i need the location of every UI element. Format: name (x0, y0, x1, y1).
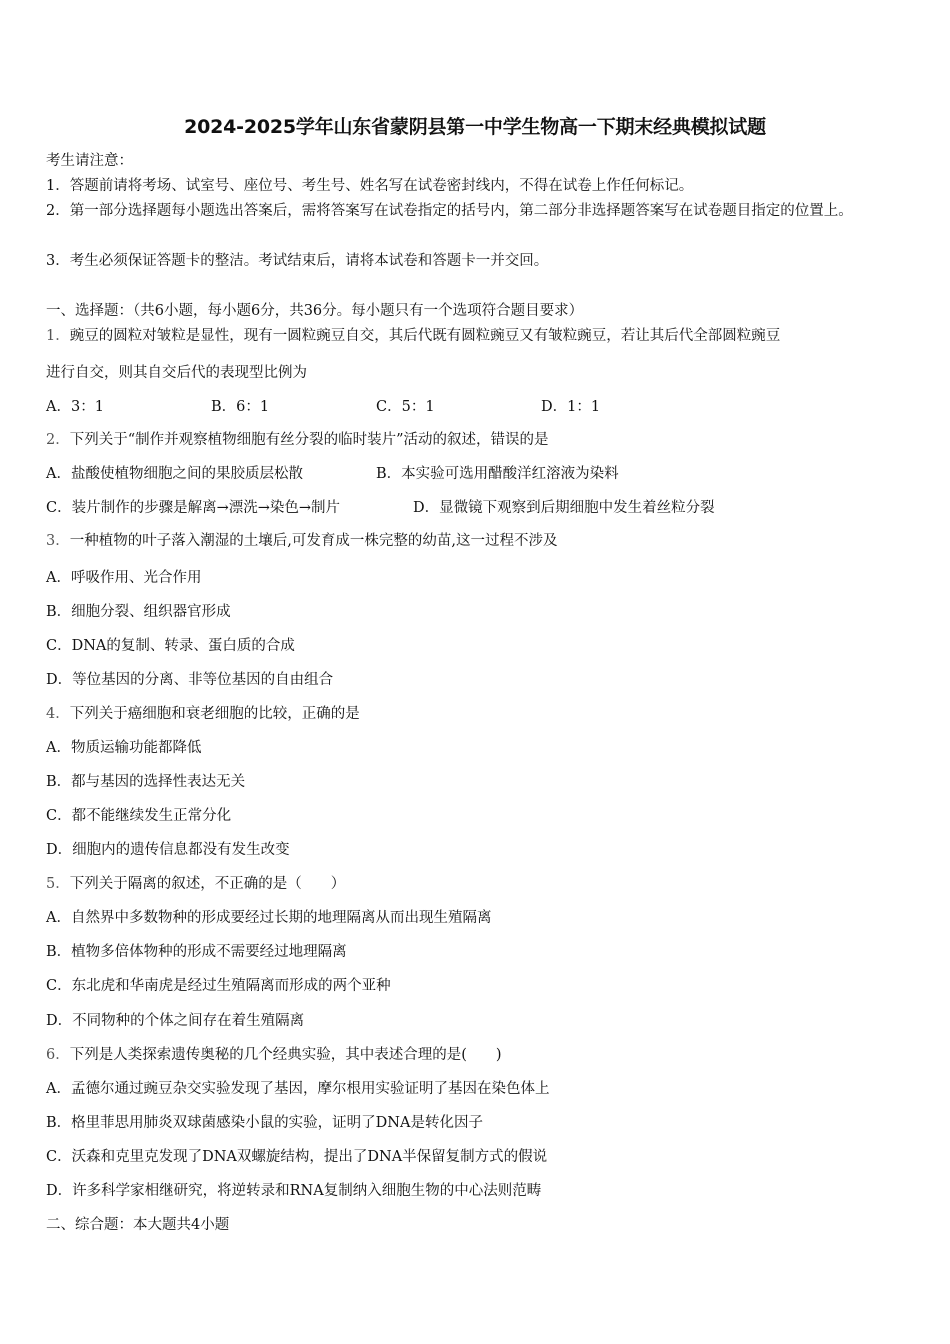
question-text: 一种植物的叶子落入潮湿的土壤后,可发育成一株完整的幼苗,这一过程不涉及 (69, 533, 558, 549)
option-a[interactable]: A．孟德尔通过豌豆杂交实验发现了基因，摩尔根用实验证明了基因在染色体上 (46, 1081, 550, 1097)
question-number: 5． (46, 876, 70, 892)
question-6-stem (46, 1045, 502, 1065)
question-text: 下列关于癌细胞和衰老细胞的比较，正确的是 (69, 706, 360, 722)
option-a[interactable]: A．呼吸作用、光合作用 (46, 570, 202, 586)
question-5-stem (46, 874, 345, 894)
option-d[interactable]: D．显微镜下观察到后期细胞中发生着丝粒分裂 (413, 500, 715, 516)
question-4-stem (46, 704, 360, 724)
question-text: 下列关于隔离的叙述，不正确的是（ ） (69, 876, 346, 892)
notice-heading: 考生请注意： (46, 153, 133, 169)
question-text: 下列关于“制作并观察植物细胞有丝分裂的临时装片”活动的叙述，错误的是 (69, 432, 549, 448)
question-text: 下列是人类探索遗传奥秘的几个经典实验，其中表述合理的是( ) (69, 1047, 502, 1063)
question-3-stem (46, 531, 557, 551)
option-a[interactable]: A．3：1 (46, 399, 104, 415)
question-1-stem (46, 326, 780, 346)
option-d[interactable]: D．许多科学家相继研究，将逆转录和RNA复制纳入细胞生物的中心法则范畴 (46, 1183, 542, 1199)
option-c[interactable]: C．沃森和克里克发现了DNA双螺旋结构，提出了DNA半保留复制方式的假说 (46, 1149, 548, 1165)
option-b[interactable]: B．植物多倍体物种的形成不需要经过地理隔离 (46, 944, 347, 960)
option-b[interactable]: B．本实验可选用醋酸洋红溶液为染料 (376, 466, 619, 482)
option-a[interactable]: A．自然界中多数物种的形成要经过长期的地理隔离从而出现生殖隔离 (46, 910, 492, 926)
option-d[interactable]: D．不同物种的个体之间存在着生殖隔离 (46, 1013, 305, 1029)
section-heading-comprehensive: 二、综合题：本大题共4小题 (46, 1217, 230, 1233)
section-heading-choice: 一、选择题：（共6小题，每小题6分，共36分。每小题只有一个选项符合题目要求） (46, 303, 584, 319)
page-title: 2024-2025学年山东省蒙阴县第一中学生物高一下期末经典模拟试题 (184, 116, 766, 138)
option-c[interactable]: C．5：1 (376, 399, 435, 415)
option-d[interactable]: D．等位基因的分离、非等位基因的自由组合 (46, 672, 334, 688)
question-text: 豌豆的圆粒对皱粒是显性，现有一圆粒豌豆自交，其后代既有圆粒豌豆又有皱粒豌豆，若让其后代全部圆粒豌豆 (69, 328, 781, 344)
option-c[interactable]: C．DNA的复制、转录、蛋白质的合成 (46, 638, 295, 654)
question-number: 1． (46, 328, 70, 344)
question-1-stem-cont: 进行自交，则其自交后代的表现型比例为 (46, 365, 307, 381)
option-a[interactable]: A．物质运输功能都降低 (46, 740, 202, 756)
question-2-stem (46, 430, 549, 450)
option-a[interactable]: A．盐酸使植物细胞之间的果胶质层松散 (46, 466, 303, 482)
option-d[interactable]: D．1：1 (541, 399, 601, 415)
question-1-options (46, 397, 600, 417)
question-number: 3． (46, 533, 70, 549)
option-c[interactable]: C．装片制作的步骤是解离→漂洗→染色→制片 (46, 500, 341, 516)
question-number: 4． (46, 706, 70, 722)
question-number: 2． (46, 432, 70, 448)
question-number: 6． (46, 1047, 70, 1063)
notice-item-3: 3．考生必须保证答题卡的整洁。考试结束后，请将本试卷和答题卡一并交回。 (46, 253, 549, 269)
option-c[interactable]: C．东北虎和华南虎是经过生殖隔离而形成的两个亚种 (46, 978, 391, 994)
question-2-options-row-1 (46, 464, 619, 484)
option-c[interactable]: C．都不能继续发生正常分化 (46, 808, 232, 824)
notice-item-1: 1．答题前请将考场、试室号、座位号、考生号、姓名写在试卷密封线内，不得在试卷上作任何标记。 (46, 178, 694, 194)
option-d[interactable]: D．细胞内的遗传信息都没有发生改变 (46, 842, 290, 858)
option-b[interactable]: B．格里菲思用肺炎双球菌感染小鼠的实验，证明了DNA是转化因子 (46, 1115, 483, 1131)
option-b[interactable]: B．6：1 (211, 399, 270, 415)
notice-item-2: 2．第一部分选择题每小题选出答案后，需将答案写在试卷指定的括号内，第二部分非选择题答案写在试卷题目指定的位置上。 (46, 203, 853, 219)
option-b[interactable]: B．都与基因的选择性表达无关 (46, 774, 246, 790)
option-b[interactable]: B．细胞分裂、组织器官形成 (46, 604, 231, 620)
question-2-options-row-2 (46, 498, 715, 518)
